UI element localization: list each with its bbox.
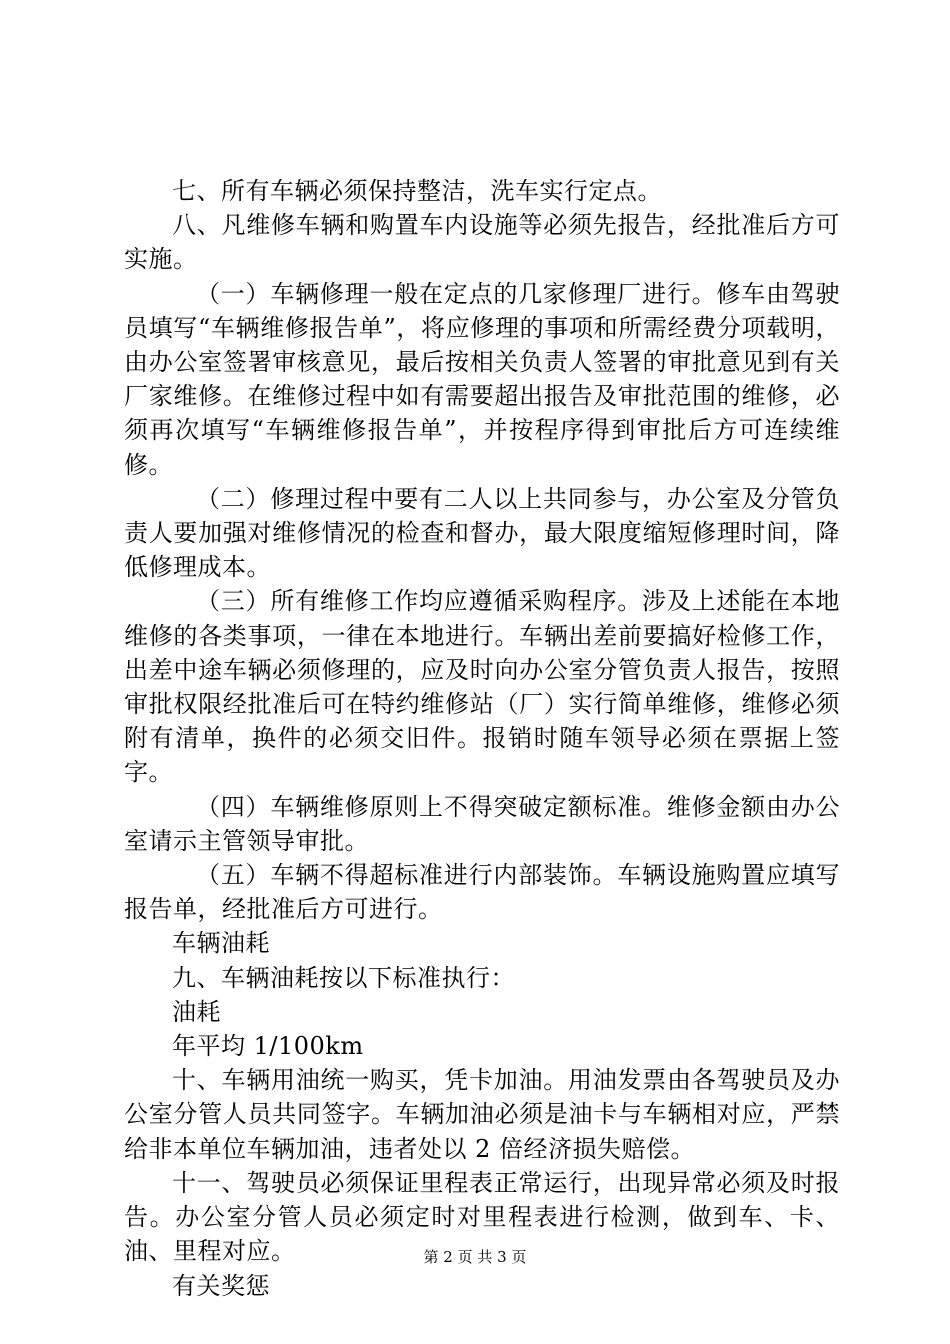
paragraph-9: 九、车辆油耗按以下标准执行：: [172, 963, 515, 992]
page-footer: [0, 1246, 950, 1267]
document-body: [124, 174, 840, 1303]
page-number: 第 2 页 共 3 页: [423, 1248, 527, 1266]
paragraph-10: 十、车辆用油统一购买，凭卡加油。用油发票由各驾驶员及办公室分管人员共同签字。车辆加油必须是油卡与车辆相对应，严禁给非本单位车辆加油，违者处以 2 倍经济损失赔偿。: [124, 1066, 840, 1163]
paragraph-8-4: （四）车辆维修原则上不得突破定额标准。维修金额由办公室请示主管领导审批。: [124, 792, 840, 855]
paragraph-8-1: （一）车辆修理一般在定点的几家修理厂进行。修车由驾驶员填写“车辆维修报告单”，将应修理的事项和所需经费分项载明，由办公室签署审核意见，最后按相关负责人签署的审批意见到有关厂家维修。在维修过程中如有需要超出报告及审批范围的维修，必须再次填写“车辆维修报告单”，并按程序得到审批后方可连续维修。: [124, 279, 840, 479]
paragraph-8-3: （三）所有维修工作均应遵循采购程序。涉及上述能在本地维修的各类事项，一律在本地进行。车辆出差前要搞好检修工作，出差中途车辆必须修理的，应及时向办公室分管负责人报告，按照审批权限经批准后可在特约维修站（厂）实行简单维修，维修必须附有清单，换件的必须交旧件。报销时随车领导必须在票据上签字。: [124, 587, 840, 787]
section-heading-rewards: 有关奖惩: [172, 1271, 270, 1300]
paragraph-8-2: （二）修理过程中要有二人以上共同参与，办公室及分管负责人要加强对维修情况的检查和督办，最大限度缩短修理时间，降低修理成本。: [124, 484, 840, 582]
fuel-label: 油耗: [172, 997, 221, 1026]
fuel-annual-average: 年平均 1/100km: [172, 1032, 364, 1061]
section-heading-fuel: 车辆油耗: [172, 929, 270, 958]
paragraph-7: 七、所有车辆必须保持整洁，洗车实行定点。: [172, 177, 662, 205]
paragraph-8: 八、凡维修车辆和购置车内设施等必须先报告，经批准后方可实施。: [124, 211, 840, 274]
paragraph-11: 十一、驾驶员必须保证里程表正常运行，出现异常必须及时报告。办公室分管人员必须定时对里程表进行检测，做到车、卡、油、里程对应。: [124, 1168, 840, 1266]
paragraph-8-5: （五）车辆不得超标准进行内部装饰。车辆设施购置应填写报告单，经批准后方可进行。: [124, 861, 840, 924]
